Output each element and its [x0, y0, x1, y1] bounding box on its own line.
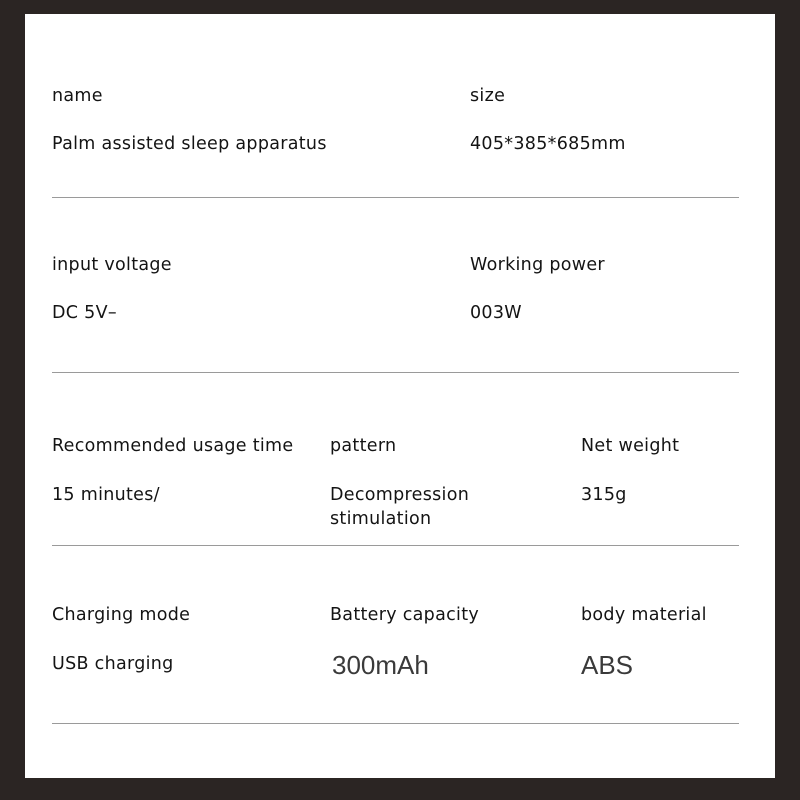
input-voltage-value: DC 5V–	[52, 303, 117, 323]
divider	[52, 723, 739, 724]
pattern-value-line-1: Decompression	[330, 485, 470, 505]
pattern-value-line-2: stimulation	[330, 509, 432, 529]
body-material-value: ABS	[581, 650, 634, 680]
divider	[52, 372, 739, 373]
charging-mode-value: USB charging	[52, 654, 174, 674]
charging-mode-label: Charging mode	[52, 605, 191, 625]
spec-card	[25, 14, 775, 778]
input-voltage-label: input voltage	[52, 255, 172, 275]
battery-capacity-value: 300mAh	[332, 650, 429, 680]
working-power-label: Working power	[470, 255, 605, 275]
divider	[52, 197, 739, 198]
name-label: name	[52, 86, 103, 106]
net-weight-label: Net weight	[581, 436, 680, 456]
usage-time-label: Recommended usage time	[52, 436, 294, 456]
net-weight-value: 315g	[581, 485, 627, 505]
size-label: size	[470, 86, 506, 106]
body-material-label: body material	[581, 605, 707, 625]
pattern-label: pattern	[330, 436, 397, 456]
battery-capacity-label: Battery capacity	[330, 605, 480, 625]
name-value: Palm assisted sleep apparatus	[52, 134, 327, 154]
size-value: 405*385*685mm	[470, 134, 626, 154]
divider	[52, 545, 739, 546]
usage-time-value: 15 minutes/	[52, 485, 160, 505]
working-power-value: 003W	[470, 303, 522, 323]
